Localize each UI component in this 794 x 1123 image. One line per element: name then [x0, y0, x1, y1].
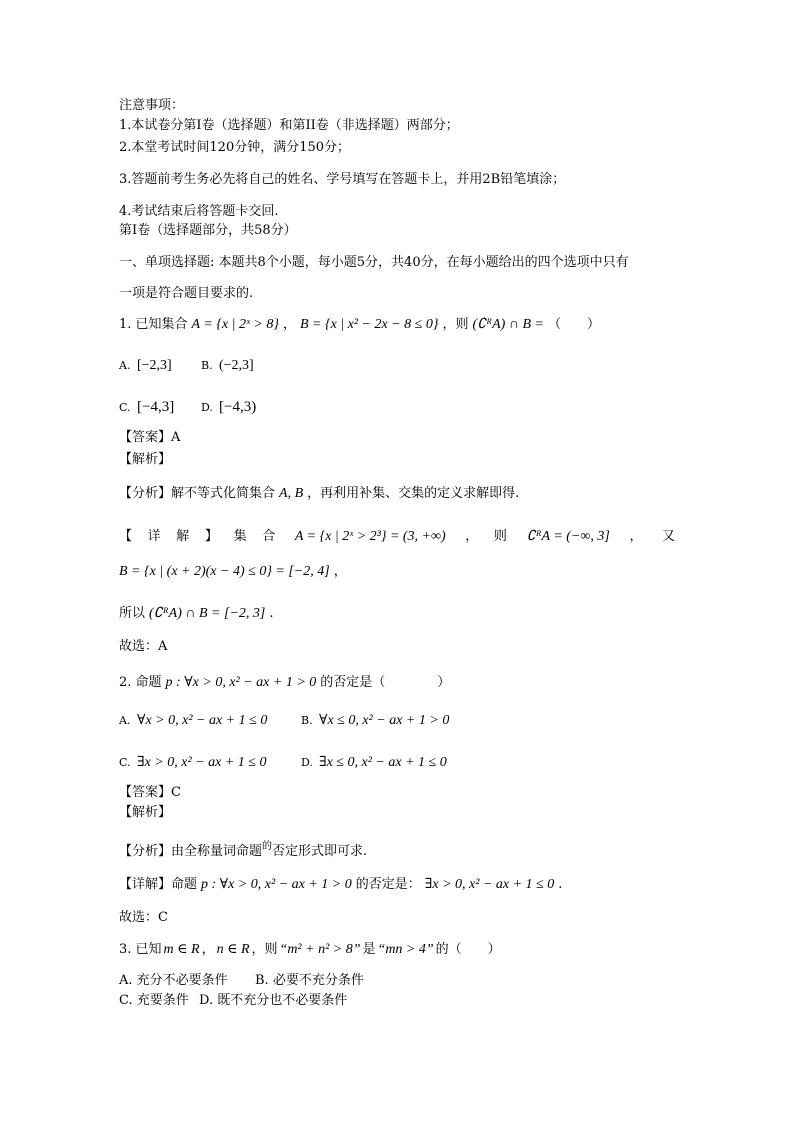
- q1-detail-you: ， 又: [629, 529, 675, 544]
- q1-opt-a-label: A.: [119, 359, 131, 372]
- q1-answer: 【答案】A: [119, 430, 181, 445]
- q2-opt-b: ∀x ≤ 0, x² − ax + 1 > 0: [319, 713, 450, 728]
- q2-analysis-pre: 【分析】由全称量词命题: [119, 844, 263, 859]
- q1-detail-set-b: B = {x | (x + 2)(x − 4) ≤ 0} = [−2, 4]: [119, 564, 330, 579]
- q2-options-cd: [119, 754, 451, 772]
- q1-choose: 故选：A: [119, 639, 168, 654]
- q1-detail-tag-3: 解: [176, 529, 190, 544]
- q3-stem: [119, 941, 501, 959]
- q2-detail: [119, 876, 562, 894]
- notice-title: 注意事项：: [119, 98, 185, 113]
- q1-options-cd: [119, 398, 260, 417]
- q1-opt-a: [−2,3]: [137, 358, 172, 373]
- q1-opt-b: (−2,3]: [219, 358, 254, 373]
- q1-detail-set-a: A = {x | 2ˣ > 2³} = (3, +∞): [294, 529, 446, 544]
- q2-opt-c: ∃x > 0, x² − ax + 1 ≤ 0: [137, 755, 267, 770]
- q2-jiexi: 【解析】: [119, 805, 172, 820]
- q1-set-a: A = {x | 2ˣ > 8}: [191, 317, 279, 332]
- q3-options-ab: [119, 972, 364, 990]
- q1-jiexi: 【解析】: [119, 452, 172, 467]
- q1-so-pre: 所以: [119, 606, 146, 621]
- q2-analysis: [119, 838, 367, 861]
- q2-number: 2. 命题: [119, 675, 162, 690]
- q3-number: 3. 已知: [119, 942, 162, 957]
- q1-analysis-sets: A, B: [279, 486, 304, 501]
- q1-analysis-pre: 【分析】解不等式化简集合: [119, 486, 276, 501]
- q1-detail-ze: 则: [493, 529, 507, 544]
- q3-options-cd: [119, 992, 347, 1010]
- q1-detail-line2: [119, 563, 347, 581]
- q2-prop: p : ∀x > 0, x² − ax + 1 > 0: [165, 675, 317, 690]
- q2-opt-d-label: D.: [301, 756, 313, 769]
- q1-detail-complement: ∁ᴿA = (−∞, 3]: [526, 529, 610, 544]
- q1-so-expr: (∁ᴿA) ∩ B = [−2, 3]: [149, 606, 266, 621]
- q1-options-ab: [119, 357, 258, 375]
- q3-opt-b: B. 必要不充分条件: [255, 973, 364, 988]
- q2-opt-a-label: A.: [119, 714, 131, 727]
- q3-then: ，则: [251, 942, 278, 957]
- q1-detail-tag-4: 】: [204, 529, 218, 544]
- notice-item-4: 4.考试结束后将答题卡交回.: [119, 204, 279, 219]
- notice-item-3: 3.答题前考生务必先将自己的姓名、学号填写在答题卡上，并用2B铅笔填涂；: [119, 172, 566, 187]
- q2-analysis-post: 否定形式即可求.: [272, 844, 368, 859]
- q1-sep: ，: [282, 317, 296, 332]
- q1-opt-b-label: B.: [201, 359, 213, 372]
- q1-paren: （ ）: [547, 317, 600, 332]
- q3-sep: ，: [201, 942, 215, 957]
- q3-n: n ∈ R: [216, 942, 250, 957]
- q1-opt-c-label: C.: [119, 401, 131, 414]
- notice-item-1: 1.本试卷分第I卷（选择题）和第II卷（非选择题）两部分；: [119, 118, 459, 133]
- q2-analysis-de: 的: [262, 841, 273, 852]
- q3-opt-c: C. 充要条件: [119, 993, 189, 1008]
- q3-is: 是: [362, 942, 376, 957]
- q1-then: ，则: [442, 317, 469, 332]
- q1-so: [119, 605, 273, 623]
- q1-stem: [119, 316, 600, 334]
- q1-set-b: B = {x | x² − 2x − 8 ≤ 0}: [299, 317, 439, 332]
- q2-stem: [119, 674, 450, 692]
- q3-cond2: “mn > 4”: [377, 942, 434, 957]
- q1-opt-d-label: D.: [201, 401, 213, 414]
- q1-detail-tag-2: 详: [147, 529, 161, 544]
- q1-detail-line1: [119, 528, 675, 546]
- q3-opt-d: D. 既不充分也不必要条件: [199, 993, 348, 1008]
- q2-detail-end: .: [558, 877, 563, 892]
- q2-opt-a: ∀x > 0, x² − ax + 1 ≤ 0: [137, 713, 268, 728]
- q2-answer: 【答案】C: [119, 785, 181, 800]
- q2-options-ab: [119, 712, 453, 730]
- q1-detail-tag-6: 合: [262, 529, 276, 544]
- q2-detail-prop: p : ∀x > 0, x² − ax + 1 > 0: [201, 877, 352, 892]
- q1-analysis-post: ，再利用补集、交集的定义求解即得.: [307, 486, 520, 501]
- q3-opt-a: A. 充分不必要条件: [119, 973, 228, 988]
- notice-item-2: 2.本堂考试时间120分钟，满分150分；: [119, 140, 351, 155]
- q1-detail-comma: ，: [465, 529, 479, 544]
- q2-opt-d: ∃x ≤ 0, x² − ax + 1 ≤ 0: [319, 755, 447, 770]
- q2-tail: 的否定是（ ）: [320, 675, 451, 690]
- q1-so-end: .: [269, 606, 274, 621]
- q1-expr: (∁ᴿA) ∩ B =: [472, 317, 544, 332]
- q2-opt-b-label: B.: [301, 714, 313, 727]
- q1-detail-set-b-end: ，: [333, 564, 347, 579]
- q2-detail-mid: 的否定是：: [355, 877, 421, 892]
- q1-detail-tag-5: 集: [233, 529, 247, 544]
- section1-line2: 一项是符合题目要求的.: [119, 286, 254, 301]
- q3-m: m ∈ R: [163, 942, 200, 957]
- q1-detail-tag-1: 【: [119, 529, 133, 544]
- part1-title: 第I卷（选择题部分，共58分）: [119, 223, 297, 238]
- q1-number: 1. 已知集合: [119, 317, 188, 332]
- q1-opt-d: [−4,3): [219, 399, 257, 415]
- q3-cond1: “m² + n² > 8”: [279, 942, 361, 957]
- q2-detail-pre: 【详解】命题: [119, 877, 198, 892]
- q3-de: 的（ ）: [435, 942, 501, 957]
- q2-opt-c-label: C.: [119, 756, 131, 769]
- q1-opt-c: [−4,3]: [137, 399, 175, 415]
- q2-detail-res: ∃x > 0, x² − ax + 1 ≤ 0: [424, 877, 555, 892]
- q2-choose: 故选：C: [119, 910, 168, 925]
- section1-line1: 一、单项选择题: 本题共8个小题，每小题5分，共40分，在每小题给出的四个选项中只有: [119, 255, 629, 270]
- q1-analysis: [119, 485, 519, 503]
